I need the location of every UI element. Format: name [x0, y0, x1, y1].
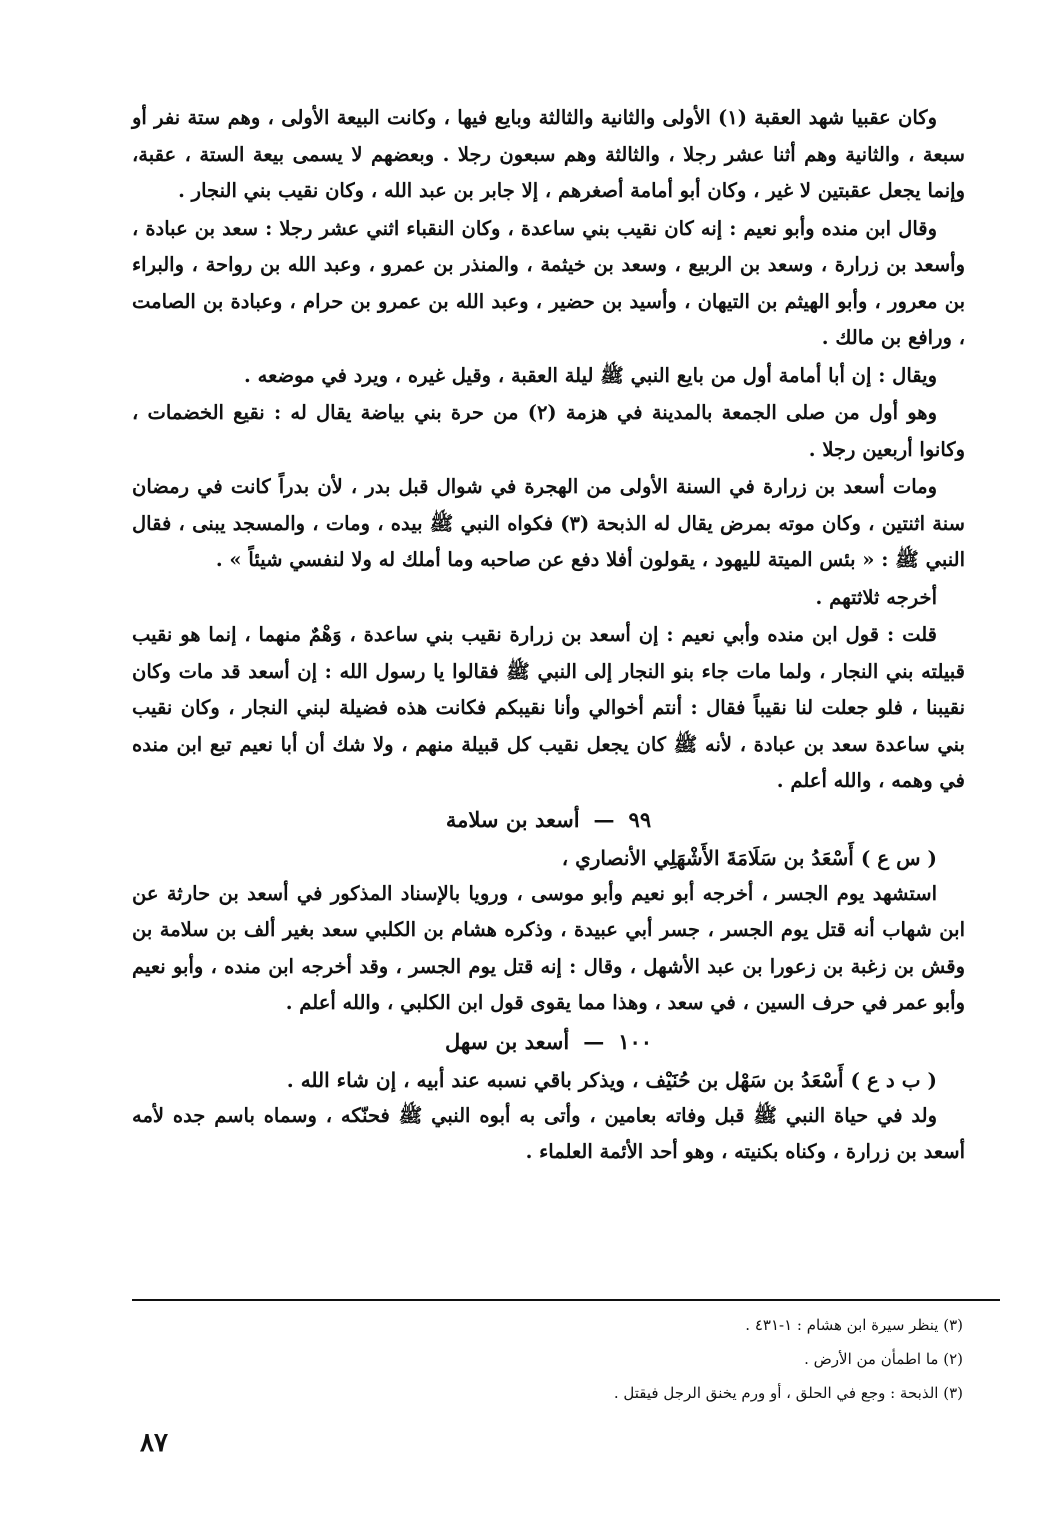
heading-dash: — [593, 806, 615, 832]
footnote: (٣) ينظر سيرة ابن هشام : ١-٤٣١ . [745, 1316, 963, 1334]
paragraph: ولد في حياة النبي ﷺ قبل وفاته بعامين ، وأتى به أبوه النبي ﷺ فحنّكه ، وسماه باسم جده لأمه أسعد بن زرارة ، وكناه بكنيته ، وهو أحد الأئمة العلماء . [132, 1103, 965, 1163]
footnote-separator [132, 1299, 1000, 1301]
footnote: (٣) الذبحة : وجع في الحلق ، أو ورم يخنق الرجل فيقتل . [613, 1384, 963, 1402]
entry-number: ١٠٠ [618, 1028, 653, 1054]
paragraph: أخرجه ثلاثتهم . [815, 585, 937, 609]
paragraph: وقال ابن منده وأبو نعيم : إنه كان نقيب بني ساعدة ، وكان النقباء اثني عشر رجلا : سعد بن عبادة ، وأسعد بن زرارة ، وسعد بن الربيع ، وسعد بن خيثمة ، والمنذر بن عمرو ، وعبد الله بن رواحة ، والبراء بن معرور ، وأبو الهيثم بن التيهان ، وأسيد بن حضير ، وعبد الله بن عمرو بن حرام ، وعبادة بن الصامت ، ورافع بن مالك . [132, 216, 965, 349]
paragraph: وكان عقبيا شهد العقبة (١) الأولى والثانية والثالثة وبايع فيها ، وكانت البيعة الأولى ، وهم ستة نفر أو سبعة ، والثانية وهم أثنا عشر رجلا ، والثالثة وهم سبعون رجلا . وبعضهم لا يسمى بيعة الستة ، عقبة، وإنما يجعل عقبتين لا غير ، وكان أبو أمامة أصغرهم ، إلا جابر بن عبد الله ، وكان نقيب بني النجار . [132, 106, 965, 202]
paragraph: وهو أول من صلى الجمعة بالمدينة في هزمة (٢) من حرة بني بياضة يقال له : نقيع الخضمات ، وكانوا أربعين رجلا . [132, 401, 965, 461]
paragraph: قلت : قول ابن منده وأبي نعيم : إن أسعد بن زرارة نقيب بني ساعدة ، وَهْمٌ منهما ، إنما هو نقيب قبيلته بني النجار ، ولما مات جاء بنو النجار إلى النبي ﷺ فقالوا يا رسول الله : إن أسعد قد مات وكان نقيبنا ، فلو جعلت لنا نقيباً فقال : أنتم أخوالي وأنا نقيبكم فكانت هذه فضيلة لبني النجار ، وكان نقيب بني ساعدة سعد بن عبادة ، لأنه ﷺ كان يجعل نقيب كل قبيلة منهم ، ولا شك أن أبا نعيم تبع ابن منده في وهمه ، والله أعلم . [132, 623, 965, 792]
heading-dash: — [583, 1028, 605, 1054]
paragraph: ويقال : إن أبا أمامة أول من بايع النبي ﷺ ليلة العقبة ، وقيل غيره ، ويرد في موضعه . [244, 363, 937, 387]
paragraph: استشهد يوم الجسر ، أخرجه أبو نعيم وأبو موسى ، ورويا بالإسناد المذكور في أسعد بن حارثة عن ابن شهاب أنه قتل يوم الجسر ، جسر أبي عبيدة ، وذكره هشام بن الكلبي سعد بغير ألف بن سلامة بن وقش بن زغبة بن زعورا بن عبد الأشهل ، وقال : إنه قتل يوم الجسر ، وقد أخرجه ابن منده ، وأبو نعيم وأبو عمر في حرف السين ، في سعد ، وهذا مما يقوى قول ابن الكلبي ، والله أعلم . [132, 881, 965, 1014]
entry-title: أسعد بن سلامة [445, 806, 580, 832]
entry-heading-100 [132, 1024, 965, 1060]
footnote: (٢) ما اطمأن من الأرض . [804, 1350, 963, 1368]
body-text-top [132, 100, 965, 800]
paragraph: ومات أسعد بن زرارة في السنة الأولى من الهجرة في شوال قبل بدر ، لأن بدراً كانت في رمضان سنة اثنتين ، وكان موته بمرض يقال له الذبحة (٣) فكواه النبي ﷺ بيده ، ومات ، والمسجد يبنى ، فقال النبي ﷺ : « بئس الميتة لليهود ، يقولون أفلا دفع عن صاحبه وما أملك له ولا لنفسي شيئاً » . [132, 475, 965, 571]
entry-heading-99 [132, 802, 965, 838]
page-number: ٨٧ [140, 1428, 168, 1458]
entry-intro: ( ب د ع ) أَسْعَدُ بن سَهْل بن حُنَيْف ، ويذكر باقي نسبه عند أبيه ، إن شاء الله . [286, 1067, 937, 1092]
entry-title: أسعد بن سهل [444, 1028, 570, 1054]
entry-intro: ( س ع ) أَسْعَدُ بن سَلَامَةَ الأَشْهَلِي الأنصاري ، [561, 845, 937, 870]
entry-number: ٩٩ [628, 806, 652, 832]
footnotes [97, 1308, 965, 1410]
